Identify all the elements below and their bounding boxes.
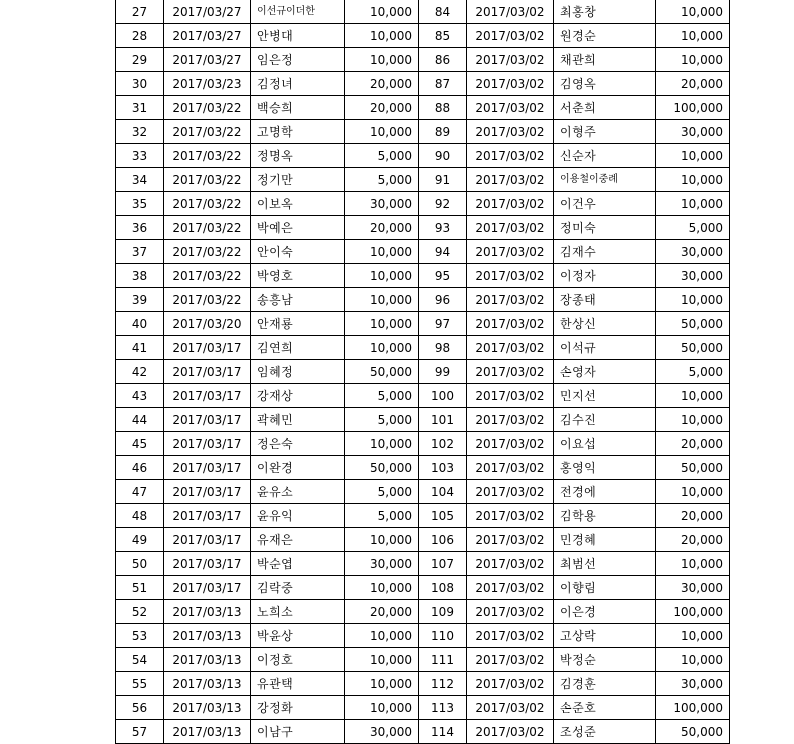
right-border-extension bbox=[729, 705, 730, 739]
entry-date-cell: 2017/03/02 bbox=[467, 0, 554, 24]
donation-amount-cell: 10,000 bbox=[345, 48, 419, 72]
donor-name-cell: 민지선 bbox=[554, 384, 656, 408]
left-border-extension bbox=[115, 705, 116, 739]
donation-amount-cell: 50,000 bbox=[345, 456, 419, 480]
donation-amount-cell: 10,000 bbox=[656, 288, 730, 312]
entry-date-cell: 2017/03/02 bbox=[467, 216, 554, 240]
donation-amount-cell: 10,000 bbox=[345, 672, 419, 696]
donation-amount-cell: 50,000 bbox=[345, 360, 419, 384]
entry-number-cell: 104 bbox=[419, 480, 467, 504]
donation-amount-cell: 10,000 bbox=[345, 264, 419, 288]
donor-name-cell: 이형주 bbox=[554, 120, 656, 144]
donor-name-cell: 채관희 bbox=[554, 48, 656, 72]
entry-date-cell: 2017/03/17 bbox=[164, 432, 251, 456]
donor-name-cell: 김재수 bbox=[554, 240, 656, 264]
donor-name-cell: 백승희 bbox=[251, 96, 345, 120]
table-row bbox=[116, 336, 730, 360]
entry-number-cell: 102 bbox=[419, 432, 467, 456]
entry-date-cell: 2017/03/02 bbox=[467, 96, 554, 120]
entry-date-cell: 2017/03/22 bbox=[164, 264, 251, 288]
donor-name-cell: 박영호 bbox=[251, 264, 345, 288]
entry-date-cell: 2017/03/02 bbox=[467, 336, 554, 360]
donor-name-cell: 이완경 bbox=[251, 456, 345, 480]
donor-name-cell: 손준호 bbox=[554, 696, 656, 720]
donation-amount-cell: 10,000 bbox=[656, 384, 730, 408]
donor-name-cell: 민경혜 bbox=[554, 528, 656, 552]
entry-number-cell: 101 bbox=[419, 408, 467, 432]
entry-date-cell: 2017/03/02 bbox=[467, 72, 554, 96]
donor-name-cell: 이용철이중례 bbox=[554, 168, 656, 192]
entry-number-cell: 55 bbox=[116, 672, 164, 696]
donor-name-cell: 노희소 bbox=[251, 600, 345, 624]
entry-number-cell: 109 bbox=[419, 600, 467, 624]
donation-amount-cell: 30,000 bbox=[656, 672, 730, 696]
entry-number-cell: 29 bbox=[116, 48, 164, 72]
donation-amount-cell: 5,000 bbox=[345, 168, 419, 192]
entry-number-cell: 92 bbox=[419, 192, 467, 216]
entry-date-cell: 2017/03/13 bbox=[164, 600, 251, 624]
entry-number-cell: 84 bbox=[419, 0, 467, 24]
entry-date-cell: 2017/03/02 bbox=[467, 480, 554, 504]
donor-name-cell: 장종태 bbox=[554, 288, 656, 312]
donation-amount-cell: 20,000 bbox=[656, 72, 730, 96]
entry-date-cell: 2017/03/13 bbox=[164, 696, 251, 720]
donation-amount-cell: 30,000 bbox=[345, 720, 419, 744]
entry-number-cell: 38 bbox=[116, 264, 164, 288]
entry-date-cell: 2017/03/02 bbox=[467, 456, 554, 480]
entry-number-cell: 54 bbox=[116, 648, 164, 672]
donation-amount-cell: 20,000 bbox=[656, 504, 730, 528]
entry-number-cell: 34 bbox=[116, 168, 164, 192]
donation-amount-cell: 10,000 bbox=[345, 528, 419, 552]
donation-amount-cell: 50,000 bbox=[656, 336, 730, 360]
donation-amount-cell: 5,000 bbox=[345, 480, 419, 504]
donor-name-cell: 박예은 bbox=[251, 216, 345, 240]
entry-number-cell: 91 bbox=[419, 168, 467, 192]
donation-amount-cell: 10,000 bbox=[656, 648, 730, 672]
entry-date-cell: 2017/03/02 bbox=[467, 240, 554, 264]
entry-number-cell: 89 bbox=[419, 120, 467, 144]
entry-number-cell: 53 bbox=[116, 624, 164, 648]
entry-date-cell: 2017/03/22 bbox=[164, 192, 251, 216]
entry-date-cell: 2017/03/22 bbox=[164, 216, 251, 240]
entry-number-cell: 57 bbox=[116, 720, 164, 744]
entry-number-cell: 87 bbox=[419, 72, 467, 96]
donation-amount-cell: 10,000 bbox=[345, 624, 419, 648]
donor-name-cell: 이석규 bbox=[554, 336, 656, 360]
donation-amount-cell: 5,000 bbox=[656, 216, 730, 240]
entry-date-cell: 2017/03/02 bbox=[467, 504, 554, 528]
table-row bbox=[116, 408, 730, 432]
entry-date-cell: 2017/03/02 bbox=[467, 192, 554, 216]
entry-date-cell: 2017/03/02 bbox=[467, 408, 554, 432]
entry-date-cell: 2017/03/02 bbox=[467, 600, 554, 624]
entry-number-cell: 33 bbox=[116, 144, 164, 168]
entry-number-cell: 37 bbox=[116, 240, 164, 264]
donation-amount-cell: 10,000 bbox=[345, 696, 419, 720]
entry-date-cell: 2017/03/02 bbox=[467, 432, 554, 456]
donation-amount-cell: 30,000 bbox=[345, 552, 419, 576]
donation-amount-cell: 50,000 bbox=[656, 456, 730, 480]
entry-number-cell: 39 bbox=[116, 288, 164, 312]
donation-ledger-table bbox=[115, 0, 730, 744]
donation-amount-cell: 10,000 bbox=[345, 312, 419, 336]
entry-date-cell: 2017/03/22 bbox=[164, 240, 251, 264]
entry-date-cell: 2017/03/22 bbox=[164, 168, 251, 192]
entry-number-cell: 93 bbox=[419, 216, 467, 240]
donation-amount-cell: 30,000 bbox=[656, 576, 730, 600]
donation-amount-cell: 100,000 bbox=[656, 96, 730, 120]
donation-amount-cell: 10,000 bbox=[656, 144, 730, 168]
entry-number-cell: 113 bbox=[419, 696, 467, 720]
donation-amount-cell: 10,000 bbox=[345, 576, 419, 600]
donor-name-cell: 유재은 bbox=[251, 528, 345, 552]
entry-number-cell: 86 bbox=[419, 48, 467, 72]
entry-date-cell: 2017/03/17 bbox=[164, 456, 251, 480]
entry-date-cell: 2017/03/02 bbox=[467, 384, 554, 408]
entry-number-cell: 95 bbox=[419, 264, 467, 288]
entry-date-cell: 2017/03/13 bbox=[164, 672, 251, 696]
entry-number-cell: 100 bbox=[419, 384, 467, 408]
entry-number-cell: 35 bbox=[116, 192, 164, 216]
donor-name-cell: 서춘희 bbox=[554, 96, 656, 120]
entry-date-cell: 2017/03/20 bbox=[164, 312, 251, 336]
donation-amount-cell: 10,000 bbox=[345, 0, 419, 24]
donor-name-cell: 손영자 bbox=[554, 360, 656, 384]
donor-name-cell: 고명학 bbox=[251, 120, 345, 144]
donor-name-cell: 조성준 bbox=[554, 720, 656, 744]
donor-name-cell: 김정녀 bbox=[251, 72, 345, 96]
donor-name-cell: 최범선 bbox=[554, 552, 656, 576]
entry-number-cell: 52 bbox=[116, 600, 164, 624]
entry-date-cell: 2017/03/22 bbox=[164, 288, 251, 312]
entry-number-cell: 103 bbox=[419, 456, 467, 480]
donation-amount-cell: 30,000 bbox=[345, 192, 419, 216]
donation-amount-cell: 20,000 bbox=[656, 432, 730, 456]
table-row bbox=[116, 192, 730, 216]
table-row bbox=[116, 240, 730, 264]
entry-number-cell: 110 bbox=[419, 624, 467, 648]
entry-number-cell: 105 bbox=[419, 504, 467, 528]
entry-number-cell: 40 bbox=[116, 312, 164, 336]
entry-number-cell: 50 bbox=[116, 552, 164, 576]
donor-name-cell: 송흥남 bbox=[251, 288, 345, 312]
entry-number-cell: 44 bbox=[116, 408, 164, 432]
entry-number-cell: 30 bbox=[116, 72, 164, 96]
donor-name-cell: 이선규이더한 bbox=[251, 0, 345, 24]
table-row bbox=[116, 648, 730, 672]
entry-date-cell: 2017/03/17 bbox=[164, 504, 251, 528]
table-row bbox=[116, 432, 730, 456]
donor-name-cell: 이요섭 bbox=[554, 432, 656, 456]
donation-amount-cell: 10,000 bbox=[656, 480, 730, 504]
donor-name-cell: 박정순 bbox=[554, 648, 656, 672]
donor-name-cell: 이정자 bbox=[554, 264, 656, 288]
entry-date-cell: 2017/03/22 bbox=[164, 120, 251, 144]
donation-amount-cell: 50,000 bbox=[656, 720, 730, 744]
entry-number-cell: 43 bbox=[116, 384, 164, 408]
donation-amount-cell: 10,000 bbox=[656, 24, 730, 48]
entry-date-cell: 2017/03/02 bbox=[467, 312, 554, 336]
entry-date-cell: 2017/03/13 bbox=[164, 720, 251, 744]
entry-number-cell: 46 bbox=[116, 456, 164, 480]
entry-number-cell: 49 bbox=[116, 528, 164, 552]
entry-date-cell: 2017/03/17 bbox=[164, 552, 251, 576]
donor-name-cell: 정은숙 bbox=[251, 432, 345, 456]
donor-name-cell: 김학용 bbox=[554, 504, 656, 528]
donation-amount-cell: 20,000 bbox=[345, 216, 419, 240]
entry-number-cell: 31 bbox=[116, 96, 164, 120]
donor-name-cell: 박윤상 bbox=[251, 624, 345, 648]
table-row bbox=[116, 504, 730, 528]
table-row bbox=[116, 216, 730, 240]
table-row bbox=[116, 480, 730, 504]
entry-date-cell: 2017/03/02 bbox=[467, 288, 554, 312]
entry-number-cell: 42 bbox=[116, 360, 164, 384]
donor-name-cell: 신순자 bbox=[554, 144, 656, 168]
donation-amount-cell: 10,000 bbox=[345, 648, 419, 672]
donor-name-cell: 임은정 bbox=[251, 48, 345, 72]
table-row bbox=[116, 168, 730, 192]
donation-amount-cell: 20,000 bbox=[345, 96, 419, 120]
donation-amount-cell: 20,000 bbox=[345, 600, 419, 624]
entry-number-cell: 45 bbox=[116, 432, 164, 456]
entry-date-cell: 2017/03/13 bbox=[164, 648, 251, 672]
entry-date-cell: 2017/03/17 bbox=[164, 480, 251, 504]
donor-name-cell: 이은경 bbox=[554, 600, 656, 624]
donor-name-cell: 곽혜민 bbox=[251, 408, 345, 432]
entry-number-cell: 107 bbox=[419, 552, 467, 576]
entry-number-cell: 108 bbox=[419, 576, 467, 600]
entry-date-cell: 2017/03/02 bbox=[467, 648, 554, 672]
entry-date-cell: 2017/03/27 bbox=[164, 24, 251, 48]
table-row bbox=[116, 528, 730, 552]
table-row bbox=[116, 384, 730, 408]
table-row bbox=[116, 72, 730, 96]
table-row bbox=[116, 96, 730, 120]
donor-name-cell: 이남구 bbox=[251, 720, 345, 744]
donor-name-cell: 안재룡 bbox=[251, 312, 345, 336]
donor-name-cell: 이건우 bbox=[554, 192, 656, 216]
table-row bbox=[116, 720, 730, 744]
entry-number-cell: 36 bbox=[116, 216, 164, 240]
donation-amount-cell: 10,000 bbox=[345, 288, 419, 312]
donation-amount-cell: 100,000 bbox=[656, 696, 730, 720]
entry-date-cell: 2017/03/23 bbox=[164, 72, 251, 96]
donation-amount-cell: 10,000 bbox=[656, 624, 730, 648]
entry-number-cell: 41 bbox=[116, 336, 164, 360]
entry-number-cell: 99 bbox=[419, 360, 467, 384]
table-row bbox=[116, 312, 730, 336]
entry-date-cell: 2017/03/17 bbox=[164, 336, 251, 360]
entry-number-cell: 56 bbox=[116, 696, 164, 720]
table-row bbox=[116, 120, 730, 144]
donor-name-cell: 정명옥 bbox=[251, 144, 345, 168]
donor-name-cell: 정미숙 bbox=[554, 216, 656, 240]
table-row bbox=[116, 288, 730, 312]
donation-amount-cell: 10,000 bbox=[345, 24, 419, 48]
donation-amount-cell: 20,000 bbox=[345, 72, 419, 96]
entry-number-cell: 106 bbox=[419, 528, 467, 552]
table-row bbox=[116, 576, 730, 600]
donation-amount-cell: 5,000 bbox=[345, 144, 419, 168]
donor-name-cell: 김수진 bbox=[554, 408, 656, 432]
table-row bbox=[116, 144, 730, 168]
entry-number-cell: 47 bbox=[116, 480, 164, 504]
table-row bbox=[116, 360, 730, 384]
entry-date-cell: 2017/03/17 bbox=[164, 408, 251, 432]
table-row bbox=[116, 696, 730, 720]
entry-date-cell: 2017/03/02 bbox=[467, 552, 554, 576]
entry-date-cell: 2017/03/02 bbox=[467, 696, 554, 720]
donor-name-cell: 원경순 bbox=[554, 24, 656, 48]
donor-name-cell: 김영옥 bbox=[554, 72, 656, 96]
donor-name-cell: 윤유소 bbox=[251, 480, 345, 504]
donation-amount-cell: 10,000 bbox=[345, 120, 419, 144]
entry-date-cell: 2017/03/17 bbox=[164, 528, 251, 552]
table-row bbox=[116, 456, 730, 480]
donor-name-cell: 윤유익 bbox=[251, 504, 345, 528]
entry-number-cell: 90 bbox=[419, 144, 467, 168]
entry-number-cell: 48 bbox=[116, 504, 164, 528]
table-row bbox=[116, 600, 730, 624]
donor-name-cell: 이보옥 bbox=[251, 192, 345, 216]
table-row bbox=[116, 624, 730, 648]
entry-date-cell: 2017/03/02 bbox=[467, 576, 554, 600]
entry-number-cell: 88 bbox=[419, 96, 467, 120]
donor-name-cell: 강재상 bbox=[251, 384, 345, 408]
donation-amount-cell: 30,000 bbox=[656, 240, 730, 264]
entry-number-cell: 27 bbox=[116, 0, 164, 24]
donor-name-cell: 정기만 bbox=[251, 168, 345, 192]
donation-amount-cell: 5,000 bbox=[345, 384, 419, 408]
entry-number-cell: 97 bbox=[419, 312, 467, 336]
donation-amount-cell: 10,000 bbox=[345, 240, 419, 264]
donation-amount-cell: 10,000 bbox=[656, 0, 730, 24]
donation-amount-cell: 5,000 bbox=[656, 360, 730, 384]
donation-amount-cell: 30,000 bbox=[656, 264, 730, 288]
entry-date-cell: 2017/03/27 bbox=[164, 0, 251, 24]
donor-name-cell: 안이숙 bbox=[251, 240, 345, 264]
entry-date-cell: 2017/03/02 bbox=[467, 168, 554, 192]
entry-date-cell: 2017/03/17 bbox=[164, 384, 251, 408]
donor-name-cell: 최홍창 bbox=[554, 0, 656, 24]
donation-amount-cell: 100,000 bbox=[656, 600, 730, 624]
entry-date-cell: 2017/03/17 bbox=[164, 360, 251, 384]
entry-number-cell: 112 bbox=[419, 672, 467, 696]
donor-name-cell: 홍영익 bbox=[554, 456, 656, 480]
donor-name-cell: 이향림 bbox=[554, 576, 656, 600]
entry-number-cell: 28 bbox=[116, 24, 164, 48]
donation-amount-cell: 50,000 bbox=[656, 312, 730, 336]
entry-date-cell: 2017/03/22 bbox=[164, 96, 251, 120]
entry-date-cell: 2017/03/13 bbox=[164, 624, 251, 648]
entry-date-cell: 2017/03/02 bbox=[467, 120, 554, 144]
donor-name-cell: 안병대 bbox=[251, 24, 345, 48]
donation-amount-cell: 5,000 bbox=[345, 504, 419, 528]
entry-date-cell: 2017/03/27 bbox=[164, 48, 251, 72]
table-row bbox=[116, 0, 730, 24]
donation-amount-cell: 10,000 bbox=[345, 336, 419, 360]
donor-name-cell: 고상락 bbox=[554, 624, 656, 648]
donation-amount-cell: 10,000 bbox=[656, 192, 730, 216]
donor-name-cell: 박순엽 bbox=[251, 552, 345, 576]
donation-amount-cell: 20,000 bbox=[656, 528, 730, 552]
entry-date-cell: 2017/03/22 bbox=[164, 144, 251, 168]
entry-date-cell: 2017/03/17 bbox=[164, 576, 251, 600]
table-row bbox=[116, 24, 730, 48]
entry-number-cell: 96 bbox=[419, 288, 467, 312]
donor-name-cell: 김락중 bbox=[251, 576, 345, 600]
donor-name-cell: 이정호 bbox=[251, 648, 345, 672]
table-row bbox=[116, 264, 730, 288]
donor-name-cell: 전경에 bbox=[554, 480, 656, 504]
donation-amount-cell: 5,000 bbox=[345, 408, 419, 432]
donation-amount-cell: 30,000 bbox=[656, 120, 730, 144]
donation-amount-cell: 10,000 bbox=[656, 552, 730, 576]
table-row bbox=[116, 48, 730, 72]
entry-number-cell: 94 bbox=[419, 240, 467, 264]
donor-name-cell: 강정화 bbox=[251, 696, 345, 720]
entry-number-cell: 98 bbox=[419, 336, 467, 360]
entry-date-cell: 2017/03/02 bbox=[467, 48, 554, 72]
entry-number-cell: 114 bbox=[419, 720, 467, 744]
entry-date-cell: 2017/03/02 bbox=[467, 24, 554, 48]
entry-date-cell: 2017/03/02 bbox=[467, 360, 554, 384]
donor-name-cell: 유관택 bbox=[251, 672, 345, 696]
donor-name-cell: 김경훈 bbox=[554, 672, 656, 696]
donation-amount-cell: 10,000 bbox=[345, 432, 419, 456]
donation-amount-cell: 10,000 bbox=[656, 408, 730, 432]
donation-amount-cell: 10,000 bbox=[656, 48, 730, 72]
table-row bbox=[116, 672, 730, 696]
entry-date-cell: 2017/03/02 bbox=[467, 528, 554, 552]
entry-date-cell: 2017/03/02 bbox=[467, 264, 554, 288]
entry-number-cell: 111 bbox=[419, 648, 467, 672]
donor-name-cell: 김연희 bbox=[251, 336, 345, 360]
entry-number-cell: 32 bbox=[116, 120, 164, 144]
entry-number-cell: 85 bbox=[419, 24, 467, 48]
entry-date-cell: 2017/03/02 bbox=[467, 720, 554, 744]
donor-name-cell: 임혜정 bbox=[251, 360, 345, 384]
donor-name-cell: 한상신 bbox=[554, 312, 656, 336]
donation-amount-cell: 10,000 bbox=[656, 168, 730, 192]
table-row bbox=[116, 552, 730, 576]
entry-date-cell: 2017/03/02 bbox=[467, 144, 554, 168]
entry-number-cell: 51 bbox=[116, 576, 164, 600]
entry-date-cell: 2017/03/02 bbox=[467, 624, 554, 648]
entry-date-cell: 2017/03/02 bbox=[467, 672, 554, 696]
